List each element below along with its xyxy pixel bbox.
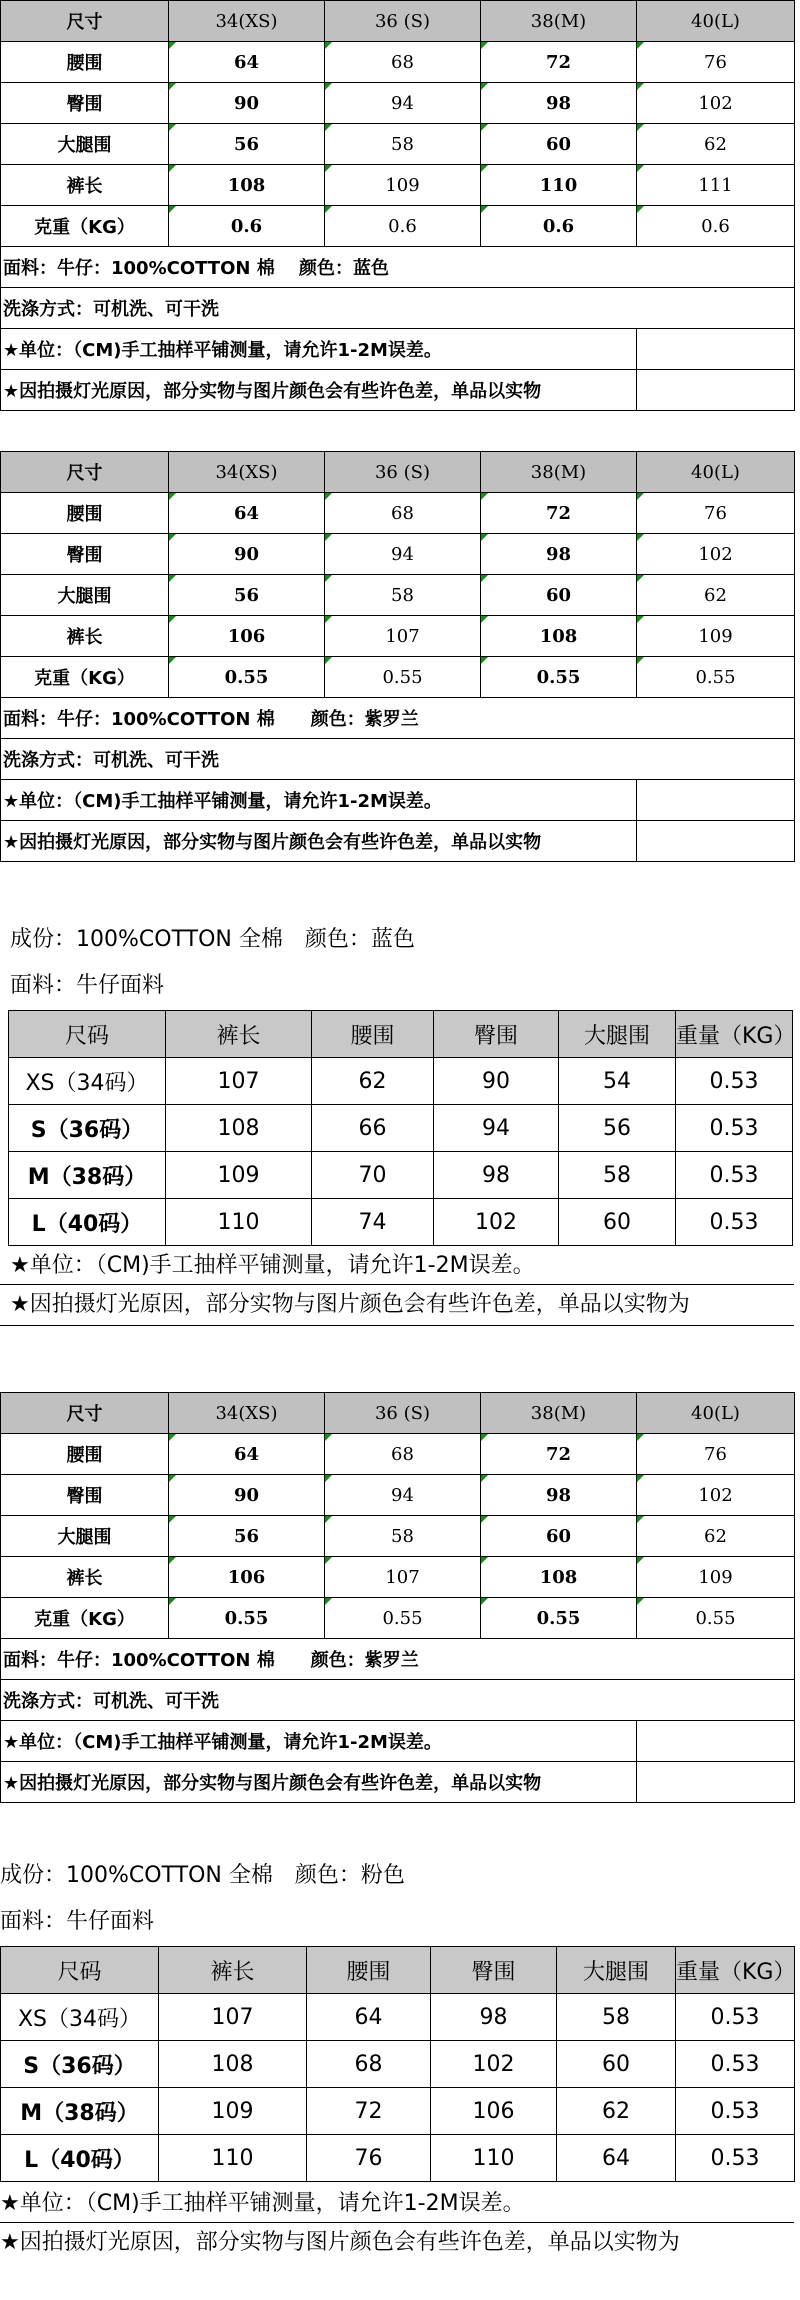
table-row bbox=[1, 534, 795, 575]
value-cell: 106 bbox=[169, 616, 325, 657]
value-cell: 76 bbox=[637, 493, 795, 534]
fabric-note: 面料：牛仔：100%COTTON 棉 颜色：紫罗兰 bbox=[1, 698, 795, 739]
value-cell: 64 bbox=[557, 2135, 676, 2182]
table-row bbox=[1, 2135, 795, 2182]
wash-note: 洗涤方式：可机洗、可干洗 bbox=[1, 288, 795, 329]
color-note: ★因拍摄灯光原因，部分实物与图片颜色会有些许色差，单品以实物 bbox=[1, 370, 637, 411]
table-row bbox=[1, 206, 795, 247]
color-line bbox=[0, 1284, 794, 1326]
unit-line bbox=[0, 2184, 794, 2224]
empty-cell bbox=[637, 329, 795, 370]
color-note: ★因拍摄灯光原因，部分实物与图片颜色会有些许色差，单品以实物为 bbox=[10, 1292, 690, 1317]
size-label: L（40码） bbox=[1, 2135, 159, 2182]
header-cell: 40(L) bbox=[637, 1, 795, 42]
value-cell: 107 bbox=[325, 616, 481, 657]
value-cell: 94 bbox=[325, 1475, 481, 1516]
value-cell: 0.55 bbox=[169, 657, 325, 698]
value-cell: 64 bbox=[169, 493, 325, 534]
unit-row bbox=[1, 329, 795, 370]
unit-row bbox=[1, 780, 795, 821]
color-note: ★因拍摄灯光原因，部分实物与图片颜色会有些许色差，单品以实物 bbox=[1, 1762, 637, 1803]
chart-header-row bbox=[1, 1947, 795, 1994]
empty-cell bbox=[637, 1762, 795, 1803]
empty-cell bbox=[637, 1721, 795, 1762]
fabric-text: 面料：牛仔面料 bbox=[10, 973, 165, 998]
value-cell: 102 bbox=[637, 83, 795, 124]
fabric-note: 面料：牛仔：100%COTTON 棉 颜色：紫罗兰 bbox=[1, 1639, 795, 1680]
value-cell: 54 bbox=[559, 1058, 676, 1105]
table-row bbox=[1, 1598, 795, 1639]
table-header-row bbox=[1, 452, 795, 493]
value-cell: 109 bbox=[325, 165, 481, 206]
value-cell: 56 bbox=[169, 575, 325, 616]
value-cell: 0.53 bbox=[676, 2088, 795, 2135]
value-cell: 68 bbox=[307, 2041, 431, 2088]
value-cell: 68 bbox=[325, 42, 481, 83]
header-cell: 尺寸 bbox=[1, 1393, 169, 1434]
row-label: 大腿围 bbox=[1, 1516, 169, 1557]
row-label: 克重（KG） bbox=[1, 206, 169, 247]
row-label: 克重（KG） bbox=[1, 1598, 169, 1639]
value-cell: 62 bbox=[637, 124, 795, 165]
unit-note: ★单位：（CM)手工抽样平铺测量，请允许1-2M误差。 bbox=[1, 1721, 637, 1762]
header-cell: 尺寸 bbox=[1, 452, 169, 493]
unit-note: ★单位：（CM)手工抽样平铺测量，请允许1-2M误差。 bbox=[1, 329, 637, 370]
size-label: XS（34码） bbox=[9, 1058, 166, 1105]
empty-cell bbox=[637, 821, 795, 862]
size-label: M（38码） bbox=[1, 2088, 159, 2135]
size-table-3 bbox=[0, 1392, 795, 1803]
size-chart-2 bbox=[0, 1946, 795, 2182]
wash-row bbox=[1, 739, 795, 780]
row-label: 臀围 bbox=[1, 1475, 169, 1516]
value-cell: 56 bbox=[169, 1516, 325, 1557]
size-label: S（36码） bbox=[1, 2041, 159, 2088]
value-cell: 109 bbox=[166, 1152, 312, 1199]
value-cell: 0.53 bbox=[676, 1105, 793, 1152]
value-cell: 106 bbox=[169, 1557, 325, 1598]
table-row bbox=[9, 1105, 793, 1152]
value-cell: 106 bbox=[431, 2088, 557, 2135]
fabric-line bbox=[0, 1902, 794, 1942]
row-label: 腰围 bbox=[1, 1434, 169, 1475]
value-cell: 72 bbox=[481, 493, 637, 534]
table-header-row bbox=[1, 1393, 795, 1434]
color-row bbox=[1, 821, 795, 862]
table-row bbox=[1, 1434, 795, 1475]
value-cell: 64 bbox=[169, 42, 325, 83]
value-cell: 0.6 bbox=[169, 206, 325, 247]
size-label: XS（34码） bbox=[1, 1994, 159, 2041]
table-row bbox=[9, 1199, 793, 1246]
row-label: 裤长 bbox=[1, 165, 169, 206]
header-cell: 36 (S) bbox=[325, 452, 481, 493]
chart-header-row bbox=[9, 1011, 793, 1058]
table-row bbox=[1, 575, 795, 616]
row-label: 臀围 bbox=[1, 83, 169, 124]
value-cell: 0.53 bbox=[676, 2041, 795, 2088]
table-row bbox=[1, 2088, 795, 2135]
value-cell: 58 bbox=[557, 1994, 676, 2041]
value-cell: 109 bbox=[159, 2088, 307, 2135]
fabric-text: 面料：牛仔面料 bbox=[0, 1909, 155, 1934]
unit-line bbox=[0, 1246, 794, 1286]
size-label: S（36码） bbox=[9, 1105, 166, 1152]
header-cell: 裤长 bbox=[159, 1947, 307, 1994]
value-cell: 110 bbox=[159, 2135, 307, 2182]
header-cell: 尺码 bbox=[9, 1011, 166, 1058]
value-cell: 0.6 bbox=[637, 206, 795, 247]
fabric-row bbox=[1, 698, 795, 739]
unit-note: ★单位：（CM)手工抽样平铺测量，请允许1-2M误差。 bbox=[10, 1253, 535, 1278]
value-cell: 90 bbox=[169, 1475, 325, 1516]
value-cell: 76 bbox=[307, 2135, 431, 2182]
wash-note: 洗涤方式：可机洗、可干洗 bbox=[1, 739, 795, 780]
value-cell: 62 bbox=[312, 1058, 434, 1105]
value-cell: 74 bbox=[312, 1199, 434, 1246]
value-cell: 0.55 bbox=[481, 657, 637, 698]
fabric-row bbox=[1, 247, 795, 288]
value-cell: 0.53 bbox=[676, 1994, 795, 2041]
header-cell: 腰围 bbox=[307, 1947, 431, 1994]
color-note: ★因拍摄灯光原因，部分实物与图片颜色会有些许色差，单品以实物为 bbox=[0, 2230, 680, 2255]
value-cell: 56 bbox=[169, 124, 325, 165]
value-cell: 72 bbox=[481, 42, 637, 83]
fabric-note: 面料：牛仔：100%COTTON 棉 颜色：蓝色 bbox=[1, 247, 795, 288]
header-cell: 臀围 bbox=[431, 1947, 557, 1994]
value-cell: 107 bbox=[325, 1557, 481, 1598]
row-label: 大腿围 bbox=[1, 575, 169, 616]
value-cell: 98 bbox=[481, 1475, 637, 1516]
color-note: ★因拍摄灯光原因，部分实物与图片颜色会有些许色差，单品以实物 bbox=[1, 821, 637, 862]
color-row bbox=[1, 370, 795, 411]
value-cell: 0.55 bbox=[637, 1598, 795, 1639]
table-row bbox=[1, 1557, 795, 1598]
header-cell: 38(M) bbox=[481, 452, 637, 493]
value-cell: 0.55 bbox=[637, 657, 795, 698]
size-label: L（40码） bbox=[9, 1199, 166, 1246]
value-cell: 0.55 bbox=[169, 1598, 325, 1639]
value-cell: 60 bbox=[481, 124, 637, 165]
header-cell: 重量（KG） bbox=[676, 1011, 793, 1058]
value-cell: 68 bbox=[325, 493, 481, 534]
value-cell: 110 bbox=[431, 2135, 557, 2182]
value-cell: 0.53 bbox=[676, 1199, 793, 1246]
table-row bbox=[1, 165, 795, 206]
header-cell: 40(L) bbox=[637, 452, 795, 493]
table-row bbox=[9, 1152, 793, 1199]
row-label: 腰围 bbox=[1, 493, 169, 534]
value-cell: 111 bbox=[637, 165, 795, 206]
value-cell: 62 bbox=[557, 2088, 676, 2135]
value-cell: 72 bbox=[307, 2088, 431, 2135]
empty-cell bbox=[637, 780, 795, 821]
empty-cell bbox=[637, 370, 795, 411]
value-cell: 64 bbox=[307, 1994, 431, 2041]
unit-note: ★单位：（CM)手工抽样平铺测量，请允许1-2M误差。 bbox=[0, 2191, 525, 2216]
value-cell: 0.55 bbox=[325, 657, 481, 698]
size-table-2 bbox=[0, 451, 795, 862]
color-line bbox=[0, 2222, 794, 2263]
header-cell: 34(XS) bbox=[169, 452, 325, 493]
value-cell: 108 bbox=[159, 2041, 307, 2088]
value-cell: 107 bbox=[166, 1058, 312, 1105]
table-row bbox=[1, 124, 795, 165]
value-cell: 58 bbox=[325, 124, 481, 165]
header-cell: 腰围 bbox=[312, 1011, 434, 1058]
value-cell: 102 bbox=[434, 1199, 559, 1246]
table-row bbox=[1, 657, 795, 698]
value-cell: 94 bbox=[325, 534, 481, 575]
unit-row bbox=[1, 1721, 795, 1762]
header-cell: 34(XS) bbox=[169, 1, 325, 42]
row-label: 臀围 bbox=[1, 534, 169, 575]
fabric-row bbox=[1, 1639, 795, 1680]
row-label: 裤长 bbox=[1, 616, 169, 657]
color-row bbox=[1, 1762, 795, 1803]
table-row bbox=[1, 493, 795, 534]
size-table-1 bbox=[0, 0, 795, 411]
value-cell: 66 bbox=[312, 1105, 434, 1152]
value-cell: 90 bbox=[434, 1058, 559, 1105]
value-cell: 102 bbox=[431, 2041, 557, 2088]
row-label: 腰围 bbox=[1, 42, 169, 83]
value-cell: 70 bbox=[312, 1152, 434, 1199]
value-cell: 0.6 bbox=[481, 206, 637, 247]
size-chart-1 bbox=[8, 1010, 796, 1246]
value-cell: 60 bbox=[559, 1199, 676, 1246]
row-label: 裤长 bbox=[1, 1557, 169, 1598]
wash-row bbox=[1, 288, 795, 329]
composition-text: 成份：100%COTTON 全棉 颜色：粉色 bbox=[0, 1863, 405, 1888]
value-cell: 102 bbox=[637, 534, 795, 575]
value-cell: 72 bbox=[481, 1434, 637, 1475]
value-cell: 98 bbox=[431, 1994, 557, 2041]
size-label: M（38码） bbox=[9, 1152, 166, 1199]
composition-text: 成份：100%COTTON 全棉 颜色：蓝色 bbox=[10, 927, 415, 952]
value-cell: 0.6 bbox=[325, 206, 481, 247]
value-cell: 0.55 bbox=[481, 1598, 637, 1639]
fabric-line bbox=[0, 966, 794, 1006]
value-cell: 94 bbox=[325, 83, 481, 124]
header-cell: 38(M) bbox=[481, 1393, 637, 1434]
value-cell: 58 bbox=[325, 1516, 481, 1557]
value-cell: 108 bbox=[481, 616, 637, 657]
value-cell: 109 bbox=[637, 1557, 795, 1598]
value-cell: 108 bbox=[481, 1557, 637, 1598]
value-cell: 109 bbox=[637, 616, 795, 657]
table-row bbox=[1, 616, 795, 657]
header-cell: 臀围 bbox=[434, 1011, 559, 1058]
value-cell: 60 bbox=[481, 1516, 637, 1557]
wash-note: 洗涤方式：可机洗、可干洗 bbox=[1, 1680, 795, 1721]
header-cell: 40(L) bbox=[637, 1393, 795, 1434]
value-cell: 0.53 bbox=[676, 2135, 795, 2182]
composition-line bbox=[0, 920, 794, 960]
value-cell: 94 bbox=[434, 1105, 559, 1152]
value-cell: 0.53 bbox=[676, 1058, 793, 1105]
header-cell: 大腿围 bbox=[557, 1947, 676, 1994]
composition-line bbox=[0, 1856, 794, 1896]
table-row bbox=[9, 1058, 793, 1105]
value-cell: 58 bbox=[325, 575, 481, 616]
value-cell: 90 bbox=[169, 83, 325, 124]
value-cell: 60 bbox=[481, 575, 637, 616]
value-cell: 98 bbox=[434, 1152, 559, 1199]
value-cell: 90 bbox=[169, 534, 325, 575]
header-cell: 34(XS) bbox=[169, 1393, 325, 1434]
value-cell: 68 bbox=[325, 1434, 481, 1475]
header-cell: 重量（KG） bbox=[676, 1947, 795, 1994]
value-cell: 107 bbox=[159, 1994, 307, 2041]
header-cell: 38(M) bbox=[481, 1, 637, 42]
table-row bbox=[1, 1475, 795, 1516]
value-cell: 76 bbox=[637, 42, 795, 83]
value-cell: 110 bbox=[166, 1199, 312, 1246]
header-cell: 大腿围 bbox=[559, 1011, 676, 1058]
value-cell: 0.53 bbox=[676, 1152, 793, 1199]
value-cell: 76 bbox=[637, 1434, 795, 1475]
value-cell: 108 bbox=[166, 1105, 312, 1152]
header-cell: 尺寸 bbox=[1, 1, 169, 42]
header-cell: 尺码 bbox=[1, 1947, 159, 1994]
value-cell: 58 bbox=[559, 1152, 676, 1199]
value-cell: 60 bbox=[557, 2041, 676, 2088]
header-cell: 裤长 bbox=[166, 1011, 312, 1058]
header-cell: 36 (S) bbox=[325, 1393, 481, 1434]
value-cell: 62 bbox=[637, 1516, 795, 1557]
unit-note: ★单位：（CM)手工抽样平铺测量，请允许1-2M误差。 bbox=[1, 780, 637, 821]
value-cell: 62 bbox=[637, 575, 795, 616]
value-cell: 108 bbox=[169, 165, 325, 206]
value-cell: 110 bbox=[481, 165, 637, 206]
value-cell: 98 bbox=[481, 83, 637, 124]
value-cell: 64 bbox=[169, 1434, 325, 1475]
table-row bbox=[1, 83, 795, 124]
table-row bbox=[1, 1516, 795, 1557]
value-cell: 56 bbox=[559, 1105, 676, 1152]
table-row bbox=[1, 2041, 795, 2088]
table-row bbox=[1, 1994, 795, 2041]
value-cell: 98 bbox=[481, 534, 637, 575]
row-label: 大腿围 bbox=[1, 124, 169, 165]
header-cell: 36 (S) bbox=[325, 1, 481, 42]
value-cell: 102 bbox=[637, 1475, 795, 1516]
wash-row bbox=[1, 1680, 795, 1721]
value-cell: 0.55 bbox=[325, 1598, 481, 1639]
table-header-row bbox=[1, 1, 795, 42]
row-label: 克重（KG） bbox=[1, 657, 169, 698]
table-row bbox=[1, 42, 795, 83]
